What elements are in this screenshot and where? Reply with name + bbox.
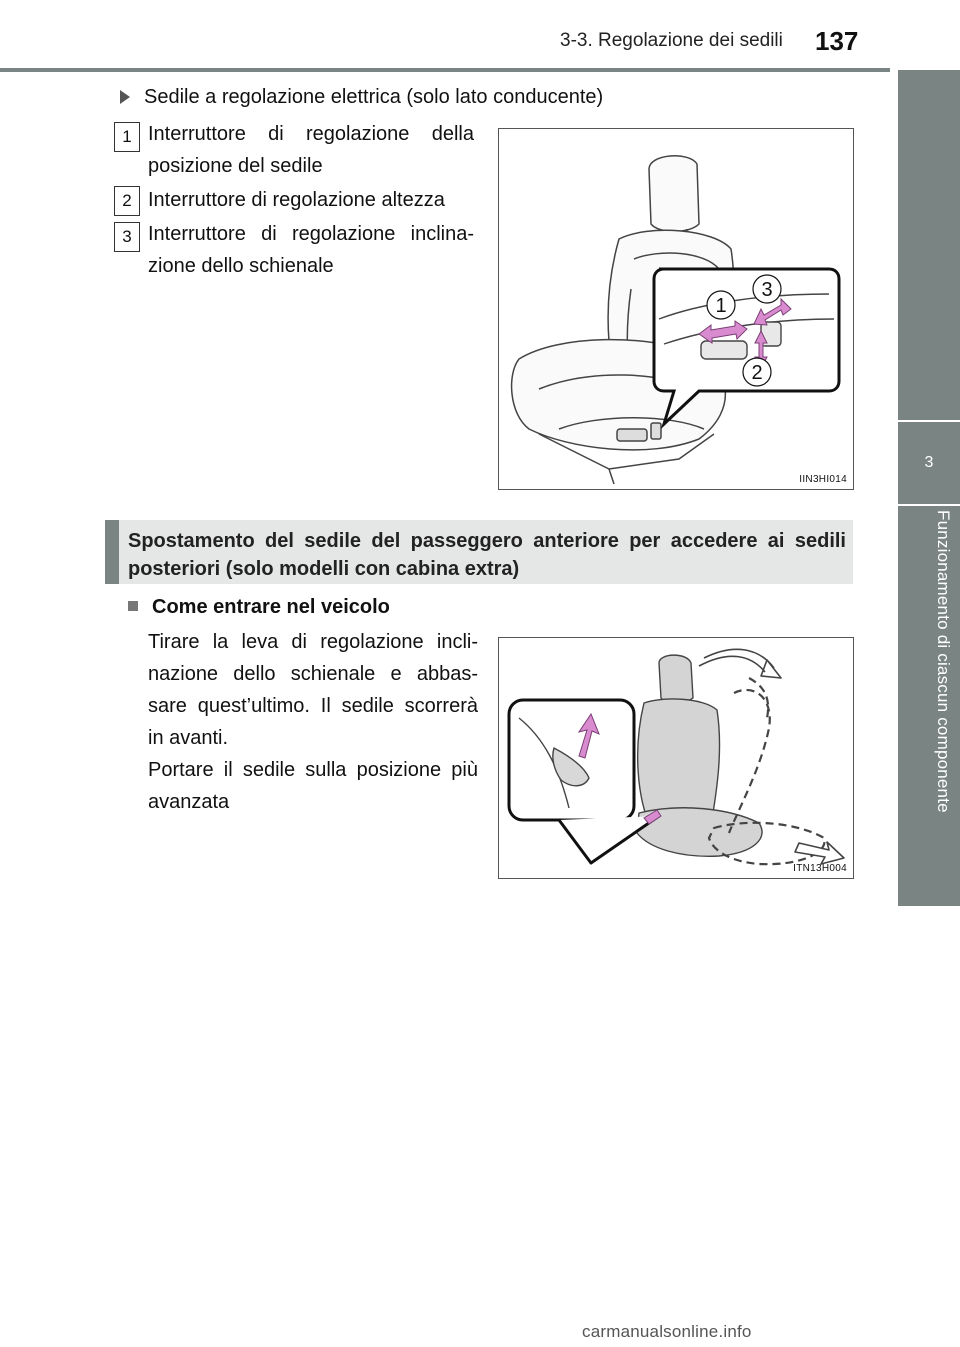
power-seat-illustration	[499, 129, 853, 489]
item-text-2: Interruttore di regolazione altezza	[148, 189, 445, 211]
figure-code-1: IIN3HI014	[799, 474, 847, 485]
power-seat-heading	[120, 86, 603, 109]
seat-fold-illustration	[499, 638, 853, 878]
callout-2: 2	[751, 362, 763, 384]
chapter-title: Funzionamento di ciascun componente	[934, 510, 953, 813]
item-number-1: 1	[114, 122, 140, 152]
entering-heading-text: Come entrare nel veicolo	[152, 596, 390, 618]
side-tab-upper	[898, 70, 960, 420]
entering-figure	[498, 637, 854, 879]
footer-watermark: carmanualsonline.info	[582, 1322, 752, 1341]
triangle-bullet-icon	[120, 90, 130, 104]
section-title: Spostamento del sedile del passeggero anteriore per accedere ai sedili posteriori (solo modelli con cabina extra)	[128, 530, 846, 580]
section-bar-accent	[105, 520, 119, 584]
item-number-2: 2	[114, 186, 140, 216]
header-section-title: 3-3. Regolazione dei sedili	[560, 30, 783, 51]
item-text-1: Interruttore di regolazione della posizione del sedile	[148, 123, 474, 177]
power-seat-figure	[498, 128, 854, 490]
item-number-3: 3	[114, 222, 140, 252]
entering-heading	[128, 596, 390, 619]
entering-paragraph-1: Tirare la leva di regolazione incli-nazione dello schienale e abbas-sare quest’ultimo. Il sedile scorrerà in avanti.	[148, 631, 478, 749]
entering-paragraph-2: Portare il sedile sulla posizione più avanzata	[148, 759, 478, 813]
page-number: 137	[815, 26, 859, 56]
square-bullet-icon	[128, 601, 138, 611]
header-divider	[0, 68, 890, 72]
power-seat-heading-text: Sedile a regolazione elettrica (solo lato conducente)	[144, 86, 604, 108]
callout-1: 1	[715, 295, 727, 317]
item-text-3: Interruttore di regolazione inclina-zione dello schienale	[148, 223, 474, 277]
callout-3: 3	[761, 279, 773, 301]
chapter-number: 3	[898, 422, 960, 504]
figure-code-2: ITN13H004	[793, 863, 847, 874]
